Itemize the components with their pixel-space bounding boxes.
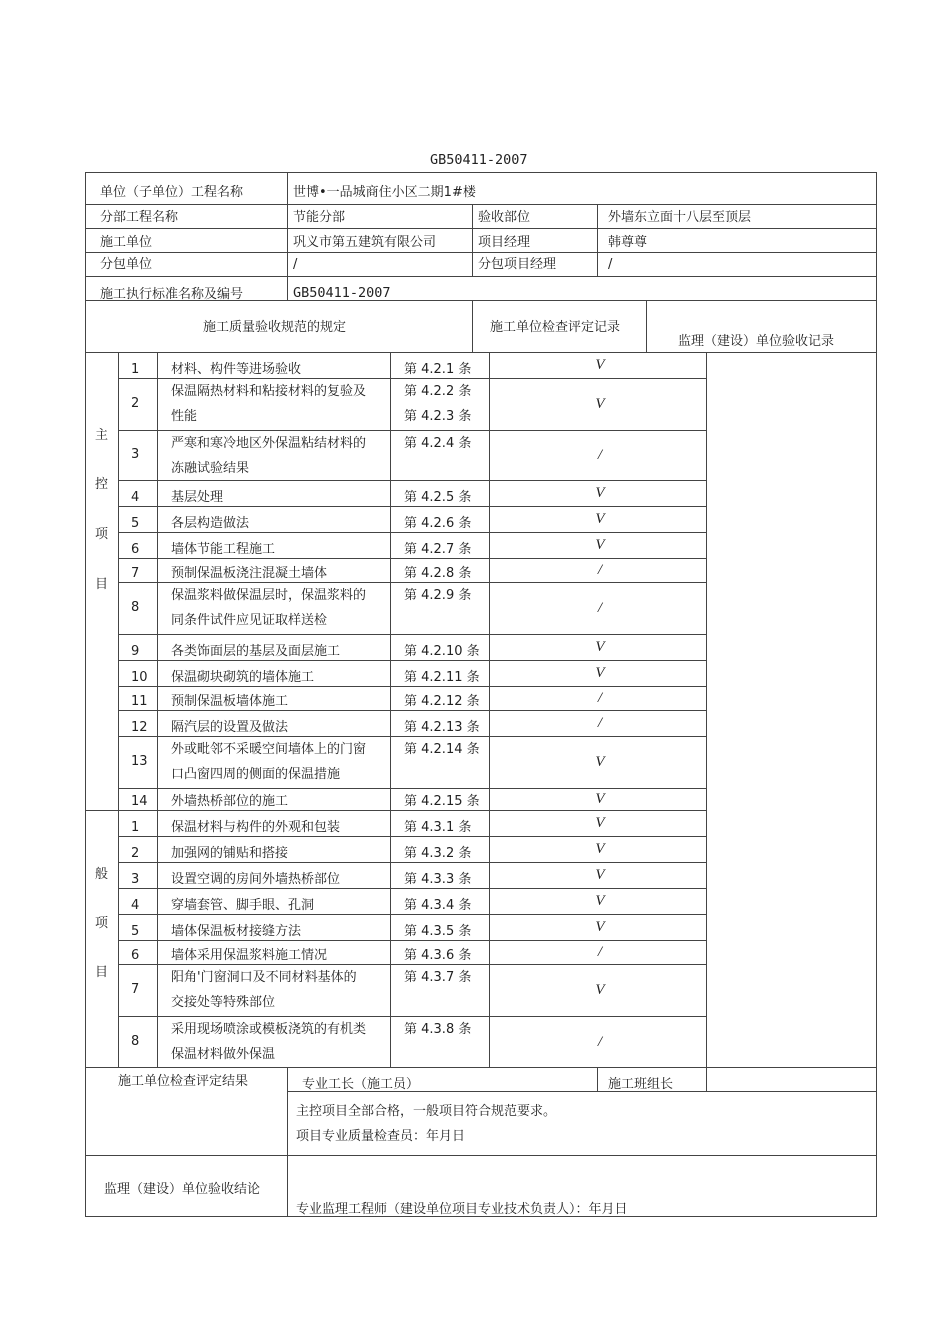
item-description: 保温隔热材料和粘接材料的复验及 bbox=[171, 384, 367, 399]
row-divider bbox=[118, 810, 706, 811]
item-number: 12 bbox=[131, 720, 148, 735]
item-number: 7 bbox=[131, 982, 140, 997]
row-divider bbox=[118, 378, 706, 379]
item-description: 阳角'门窗洞口及不同材料基体的 bbox=[171, 970, 357, 985]
item-clause: 第 4.2.1 条 bbox=[404, 362, 472, 377]
divider bbox=[287, 1067, 288, 1217]
item-number: 2 bbox=[131, 846, 140, 861]
item-description: 外墙热桥部位的施工 bbox=[171, 794, 289, 809]
group-label-char: 项 bbox=[95, 527, 109, 542]
check-result: / bbox=[597, 715, 603, 731]
item-description: 基层处理 bbox=[171, 490, 224, 505]
supervisor-signature: 专业监理工程师（建设单位项目专业技术负责人）：年月日 bbox=[296, 1202, 628, 1217]
row-divider bbox=[118, 1016, 706, 1017]
foreman-label: 专业工长（施工员） bbox=[302, 1077, 420, 1092]
item-description: 预制保温板浇注混凝土墙体 bbox=[171, 566, 328, 581]
column-divider bbox=[118, 352, 119, 810]
divider bbox=[85, 252, 877, 253]
check-result: / bbox=[597, 1034, 603, 1050]
row-divider bbox=[118, 582, 706, 583]
item-clause: 第 4.2.9 条 bbox=[404, 588, 472, 603]
item-description: 冻融试验结果 bbox=[171, 461, 250, 476]
divider bbox=[287, 172, 288, 300]
divider bbox=[85, 1155, 877, 1156]
check-result: V bbox=[595, 511, 605, 527]
row-divider bbox=[118, 634, 706, 635]
section-divider bbox=[85, 1067, 877, 1068]
group-label-char: 主 bbox=[95, 428, 109, 443]
item-description: 预制保温板墙体施工 bbox=[171, 694, 289, 709]
check-result: V bbox=[595, 867, 605, 883]
conclusion-text: 主控项目全部合格，一般项目符合规范要求。 bbox=[296, 1104, 557, 1119]
item-clause: 第 4.2.8 条 bbox=[404, 566, 472, 581]
check-result: V bbox=[595, 357, 605, 373]
item-number: 2 bbox=[131, 396, 140, 411]
item-number: 1 bbox=[131, 362, 140, 377]
item-number: 6 bbox=[131, 542, 140, 557]
item-clause: 第 4.3.5 条 bbox=[404, 924, 472, 939]
divider bbox=[472, 204, 473, 276]
contractor-check-column-header: 施工单位检查评定记录 bbox=[490, 320, 621, 335]
item-clause: 第 4.2.11 条 bbox=[404, 670, 480, 685]
project-label: 单位（子单位）工程名称 bbox=[100, 185, 244, 200]
item-number: 5 bbox=[131, 924, 140, 939]
item-description: 保温浆料做保温层时，保温浆料的 bbox=[171, 588, 367, 603]
item-description: 各层构造做法 bbox=[171, 516, 250, 531]
contractor-value: 巩义市第五建筑有限公司 bbox=[293, 235, 437, 250]
check-result: / bbox=[597, 600, 603, 616]
item-clause: 第 4.3.4 条 bbox=[404, 898, 472, 913]
column-divider bbox=[489, 352, 490, 810]
item-description: 设置空调的房间外墙热桥部位 bbox=[171, 872, 341, 887]
form-border bbox=[876, 172, 877, 1217]
column-divider bbox=[706, 810, 707, 1067]
column-divider bbox=[390, 352, 391, 810]
item-description: 严寒和寒冷地区外保温粘结材料的 bbox=[171, 436, 367, 451]
check-result: V bbox=[595, 791, 605, 807]
row-divider bbox=[118, 940, 706, 941]
row-divider bbox=[118, 964, 706, 965]
item-description: 加强网的铺贴和搭接 bbox=[171, 846, 289, 861]
check-result: V bbox=[595, 754, 605, 770]
divider bbox=[85, 204, 877, 205]
check-result: / bbox=[597, 944, 603, 960]
item-number: 13 bbox=[131, 754, 148, 769]
item-description: 保温材料做外保温 bbox=[171, 1047, 276, 1062]
divider bbox=[85, 228, 877, 229]
row-divider bbox=[118, 788, 706, 789]
standard-value: GB50411-2007 bbox=[293, 285, 391, 301]
divider bbox=[706, 1067, 707, 1091]
item-clause: 第 4.3.6 条 bbox=[404, 948, 472, 963]
item-number: 3 bbox=[131, 872, 140, 887]
item-number: 5 bbox=[131, 516, 140, 531]
item-description: 保温材料与构件的外观和包装 bbox=[171, 820, 341, 835]
item-clause: 第 4.2.2 条 bbox=[404, 384, 472, 399]
item-description: 墙体节能工程施工 bbox=[171, 542, 276, 557]
item-number: 1 bbox=[131, 820, 140, 835]
divider bbox=[85, 352, 877, 353]
supervisor-conclusion-label: 监理（建设）单位验收结论 bbox=[104, 1182, 261, 1197]
row-divider bbox=[118, 660, 706, 661]
check-result: / bbox=[597, 447, 603, 463]
location-value: 外墙东立面十八层至顶层 bbox=[608, 210, 752, 225]
item-description: 同条件试件应见证取样送检 bbox=[171, 613, 328, 628]
divider bbox=[472, 300, 473, 352]
divider bbox=[646, 300, 647, 352]
check-result: V bbox=[595, 841, 605, 857]
check-result: V bbox=[595, 485, 605, 501]
item-description: 采用现场喷涂或模板浇筑的有机类 bbox=[171, 1022, 367, 1037]
item-clause: 第 4.2.7 条 bbox=[404, 542, 472, 557]
item-clause: 第 4.2.6 条 bbox=[404, 516, 472, 531]
check-result: V bbox=[595, 396, 605, 412]
item-number: 9 bbox=[131, 644, 140, 659]
row-divider bbox=[118, 888, 706, 889]
project-value: 世博•一品城商住小区二期1#楼 bbox=[293, 185, 476, 200]
item-clause: 第 4.3.8 条 bbox=[404, 1022, 472, 1037]
form-border bbox=[85, 172, 86, 1217]
item-clause: 第 4.2.3 条 bbox=[404, 409, 472, 424]
item-number: 3 bbox=[131, 447, 140, 462]
item-clause: 第 4.2.13 条 bbox=[404, 720, 480, 735]
row-divider bbox=[118, 532, 706, 533]
item-clause: 第 4.3.2 条 bbox=[404, 846, 472, 861]
subcontractor-label: 分包单位 bbox=[100, 257, 153, 272]
row-divider bbox=[118, 506, 706, 507]
check-result: V bbox=[595, 982, 605, 998]
item-description: 墙体采用保温浆料施工情况 bbox=[171, 948, 328, 963]
divider bbox=[597, 204, 598, 276]
row-divider bbox=[118, 914, 706, 915]
manager-value: 韩尊尊 bbox=[608, 235, 648, 250]
check-result: V bbox=[595, 815, 605, 831]
team-leader-label: 施工班组长 bbox=[608, 1077, 674, 1092]
check-result: V bbox=[595, 639, 605, 655]
item-number: 8 bbox=[131, 1034, 140, 1049]
check-result: / bbox=[597, 562, 603, 578]
item-description: 隔汽层的设置及做法 bbox=[171, 720, 289, 735]
check-result: V bbox=[595, 537, 605, 553]
column-divider bbox=[489, 810, 490, 1067]
column-divider bbox=[157, 352, 158, 810]
form-border bbox=[85, 172, 877, 173]
spec-column-header: 施工质量验收规范的规定 bbox=[203, 320, 347, 335]
divider bbox=[597, 1067, 598, 1091]
item-number: 4 bbox=[131, 898, 140, 913]
item-description: 穿墙套管、脚手眼、孔洞 bbox=[171, 898, 315, 913]
contractor-label: 施工单位 bbox=[100, 235, 153, 250]
row-divider bbox=[118, 710, 706, 711]
item-description: 口凸窗四周的侧面的保温措施 bbox=[171, 767, 341, 782]
divider bbox=[85, 276, 877, 277]
group-label-char: 项 bbox=[95, 916, 109, 931]
standard-label: 施工执行标准名称及编号 bbox=[100, 287, 244, 302]
row-divider bbox=[118, 558, 706, 559]
contractor-result-label: 施工单位检查评定结果 bbox=[118, 1074, 249, 1089]
inspector-signature: 项目专业质量检查员：年月日 bbox=[296, 1129, 466, 1144]
item-number: 11 bbox=[131, 694, 148, 709]
row-divider bbox=[118, 862, 706, 863]
supervisor-check-column-header: 监理（建设）单位验收记录 bbox=[678, 334, 835, 349]
item-number: 4 bbox=[131, 490, 140, 505]
manager-label: 项目经理 bbox=[478, 235, 531, 250]
item-description: 材料、构件等进场验收 bbox=[171, 362, 302, 377]
column-divider bbox=[118, 810, 119, 1067]
item-number: 6 bbox=[131, 948, 140, 963]
subcontractor-value: / bbox=[293, 257, 298, 272]
item-clause: 第 4.3.3 条 bbox=[404, 872, 472, 887]
row-divider bbox=[118, 836, 706, 837]
group-label-char: 控 bbox=[95, 477, 109, 492]
column-divider bbox=[706, 352, 707, 810]
group-label-char: 目 bbox=[95, 965, 109, 980]
item-number: 8 bbox=[131, 600, 140, 615]
row-divider bbox=[118, 686, 706, 687]
group-label-char: 目 bbox=[95, 577, 109, 592]
item-description: 保温砌块砌筑的墙体施工 bbox=[171, 670, 315, 685]
item-clause: 第 4.2.12 条 bbox=[404, 694, 480, 709]
check-result: V bbox=[595, 665, 605, 681]
check-result: V bbox=[595, 919, 605, 935]
row-divider bbox=[118, 736, 706, 737]
row-divider bbox=[118, 480, 706, 481]
item-description: 墙体保温板材接缝方法 bbox=[171, 924, 302, 939]
item-description: 交接处等特殊部位 bbox=[171, 995, 276, 1010]
column-divider bbox=[390, 810, 391, 1067]
sub-manager-label: 分包项目经理 bbox=[478, 257, 557, 272]
check-result: V bbox=[595, 893, 605, 909]
location-label: 验收部位 bbox=[478, 210, 531, 225]
item-clause: 第 4.3.1 条 bbox=[404, 820, 472, 835]
row-divider bbox=[118, 430, 706, 431]
item-clause: 第 4.3.7 条 bbox=[404, 970, 472, 985]
group-divider bbox=[85, 810, 118, 811]
subproject-label: 分部工程名称 bbox=[100, 210, 179, 225]
sub-manager-value: / bbox=[608, 257, 613, 272]
column-divider bbox=[157, 810, 158, 1067]
item-clause: 第 4.2.5 条 bbox=[404, 490, 472, 505]
item-clause: 第 4.2.10 条 bbox=[404, 644, 480, 659]
item-number: 7 bbox=[131, 566, 140, 581]
doc-title: GB50411-2007 bbox=[430, 152, 528, 168]
item-number: 10 bbox=[131, 670, 148, 685]
item-number: 14 bbox=[131, 794, 148, 809]
subproject-value: 节能分部 bbox=[293, 210, 346, 225]
item-clause: 第 4.2.4 条 bbox=[404, 436, 472, 451]
group-label-char: 般 bbox=[95, 867, 109, 882]
item-clause: 第 4.2.14 条 bbox=[404, 742, 480, 757]
item-description: 各类饰面层的基层及面层施工 bbox=[171, 644, 341, 659]
item-description: 性能 bbox=[171, 409, 198, 424]
check-result: / bbox=[597, 690, 603, 706]
item-clause: 第 4.2.15 条 bbox=[404, 794, 480, 809]
item-description: 外或毗邻不采暖空间墙体上的门窗 bbox=[171, 742, 367, 757]
